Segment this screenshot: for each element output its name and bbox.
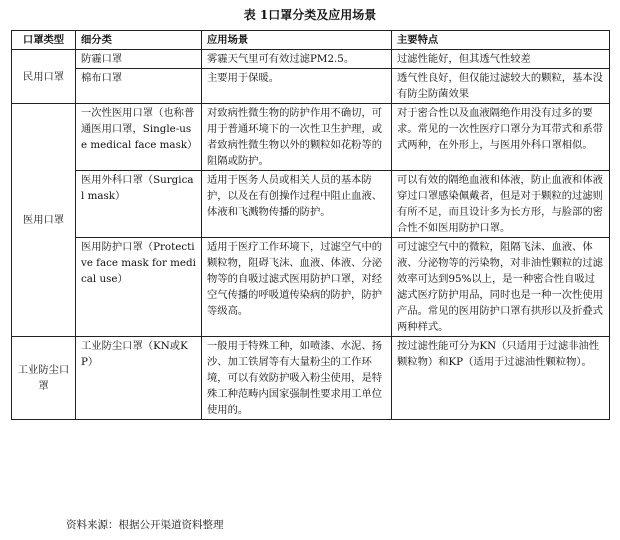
cell-features: 过滤性能好，但其透气性较差 (392, 50, 610, 69)
category-civil: 民用口罩 (12, 50, 76, 104)
table-title: 表 1口罩分类及应用场景 (243, 8, 377, 22)
cell-subcategory: 工业防尘口罩（KN或KP） (76, 337, 202, 420)
cell-subcategory: 医用外科口罩（Surgical mask） (76, 171, 202, 238)
cell-subcategory: 棉布口罩 (76, 69, 202, 104)
cell-application: 一般用于特殊工种，如喷漆、水泥、扬沙、加工铁屑等有大量粉尘的工作环境，可以有效防护吸入粉尘使用，是特殊工种范畴内国家强制性要求用工单位使用的。 (202, 337, 392, 420)
header-mask-type: 口罩类型 (12, 31, 76, 50)
table-row (12, 104, 610, 171)
header-features: 主要特点 (392, 31, 610, 50)
cell-features: 透气性良好，但仅能过滤较大的颗粒，基本没有防尘防菌效果 (392, 69, 610, 104)
category-medical: 医用口罩 (12, 104, 76, 337)
table-row (12, 50, 610, 69)
cell-subcategory: 一次性医用口罩（也称普通医用口罩，Single-use medical face mask） (76, 104, 202, 171)
table-header-row (12, 31, 610, 50)
mask-classification-table (11, 30, 610, 420)
cell-application: 对致病性微生物的防护作用不确切，可用于普通环境下的一次性卫生护理，或者致病性微生物以外的颗粒如花粉等的阻隔或防护。 (202, 104, 392, 171)
cell-application: 适用于医疗工作环境下，过滤空气中的颗粒物，阻碍飞沫、血液、体液、分泌物等的自吸过滤式医用防护口罩，对经空气传播的呼吸道传染病的防护，防护等级高。 (202, 238, 392, 337)
cell-application: 雾霾天气里可有效过滤PM2.5。 (202, 50, 392, 69)
header-subcategory: 细分类 (76, 31, 202, 50)
category-industrial: 工业防尘口罩 (12, 337, 76, 420)
cell-features: 可过滤空气中的微粒，阻隔飞沫、血液、体液、分泌物等的污染物，对非油性颗粒的过滤效率可达到95%以上，是一种密合性自吸过滤式医疗防护用品，同时也是一种一次性使用产品。常见的医用防护口罩有拱形以及折叠式两种样式。 (392, 238, 610, 337)
cell-features: 对于密合性以及血液隔绝作用没有过多的要求。常见的一次性医疗口罩分为耳带式和系带式两种，在外形上，与医用外科口罩相似。 (392, 104, 610, 171)
cell-subcategory: 医用防护口罩（Protective face mask for medical use） (76, 238, 202, 337)
cell-application: 主要用于保暖。 (202, 69, 392, 104)
table-row (12, 238, 610, 337)
cell-application: 适用于医务人员或相关人员的基本防护，以及在有创操作过程中阻止血液、体液和飞溅物传播的防护。 (202, 171, 392, 238)
table-row (12, 69, 610, 104)
source-note: 资料来源：根据公开渠道资料整理 (66, 519, 224, 531)
table-row (12, 171, 610, 238)
table-row (12, 337, 610, 420)
header-application: 应用场景 (202, 31, 392, 50)
cell-subcategory: 防霾口罩 (76, 50, 202, 69)
cell-features: 按过滤性能可分为KN（只适用于过滤非油性颗粒物）和KP（适用于过滤油性颗粒物）。 (392, 337, 610, 420)
cell-features: 可以有效的隔绝血液和体液，防止血液和体液穿过口罩感染佩戴者，但是对于颗粒的过滤则有所不足，而且设计多为长方形，与脸部的密合性不如医用防护口罩。 (392, 171, 610, 238)
